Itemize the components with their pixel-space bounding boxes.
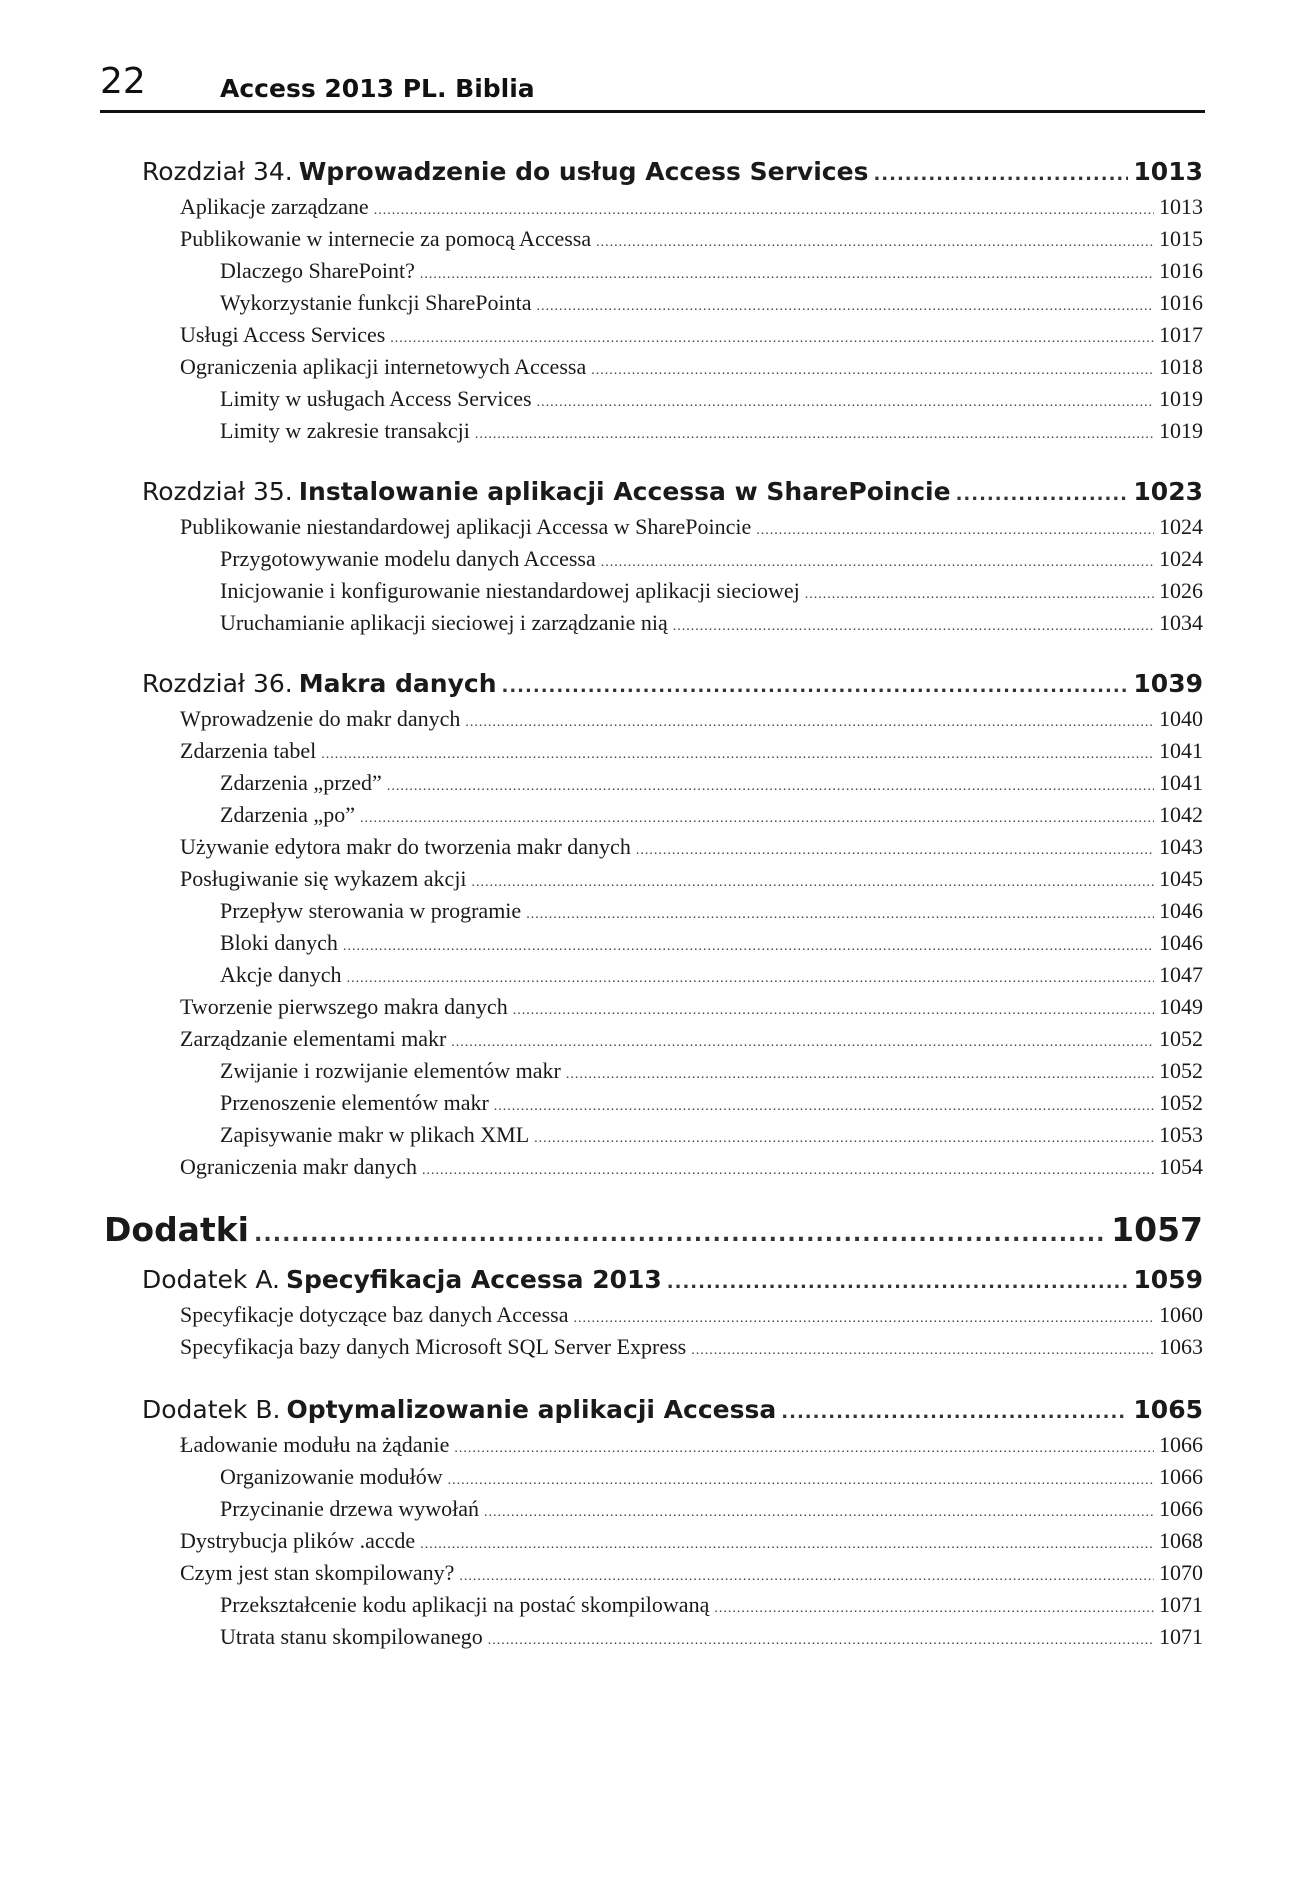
entry-title: Publikowanie w internecie za pomocą Accessa — [180, 226, 592, 251]
entry-title: Publikowanie niestandardowej aplikacji Accessa w SharePoincie — [180, 514, 752, 539]
toc-entry — [180, 992, 1203, 1022]
dot-leader — [805, 580, 1154, 610]
appendix-page: 1059 — [1133, 1265, 1203, 1294]
toc-entry — [220, 1622, 1203, 1652]
dot-leader — [502, 669, 1129, 705]
toc-entry — [180, 192, 1203, 222]
toc-chapter-35 — [142, 474, 1203, 510]
toc-entry — [180, 1300, 1203, 1330]
entry-page: 1019 — [1159, 386, 1203, 411]
toc-entry — [180, 864, 1203, 894]
entry-title: Specyfikacja bazy danych Microsoft SQL Server Express — [180, 1334, 687, 1359]
entry-title: Ładowanie modułu na żądanie — [180, 1432, 450, 1457]
toc-entry — [220, 960, 1203, 990]
toc-entry — [220, 768, 1203, 798]
toc-entry — [220, 1590, 1203, 1620]
part-title: Dodatki — [104, 1210, 249, 1249]
header-rule — [100, 110, 1205, 113]
entry-title: Wykorzystanie funkcji SharePointa — [220, 290, 532, 315]
dot-leader — [475, 420, 1154, 450]
dot-leader — [601, 548, 1154, 578]
toc-entry — [180, 1152, 1203, 1182]
dot-leader — [667, 1265, 1129, 1301]
chapter-prefix: Rozdział 34. — [142, 157, 293, 186]
entry-title: Przygotowywanie modelu danych Accessa — [220, 546, 596, 571]
dot-leader — [472, 868, 1154, 898]
toc-entry — [220, 544, 1203, 574]
entry-title: Zarządzanie elementami makr — [180, 1026, 447, 1051]
dot-leader — [573, 1304, 1154, 1334]
entry-page: 1016 — [1159, 290, 1203, 315]
toc-entry — [220, 1494, 1203, 1524]
dot-leader — [374, 196, 1154, 226]
entry-title: Przenoszenie elementów makr — [220, 1090, 489, 1115]
toc-entry — [220, 384, 1203, 414]
entry-page: 1041 — [1159, 738, 1203, 763]
entry-page: 1066 — [1159, 1432, 1203, 1457]
entry-page: 1063 — [1159, 1334, 1203, 1359]
dot-leader — [673, 612, 1154, 642]
entry-page: 1054 — [1159, 1154, 1203, 1179]
dot-leader — [956, 477, 1129, 513]
dot-leader — [873, 157, 1128, 193]
entry-title: Ograniczenia makr danych — [180, 1154, 417, 1179]
chapter-page: 1023 — [1133, 477, 1203, 506]
entry-page: 1046 — [1159, 930, 1203, 955]
dot-leader — [465, 708, 1154, 738]
dot-leader — [484, 1498, 1154, 1528]
toc-entry — [220, 800, 1203, 830]
dot-leader — [420, 260, 1154, 290]
toc-entry — [180, 224, 1203, 254]
entry-title: Ograniczenia aplikacji internetowych Accessa — [180, 354, 587, 379]
toc-entry — [180, 1430, 1203, 1460]
entry-page: 1068 — [1159, 1528, 1203, 1553]
entry-title: Zapisywanie makr w plikach XML — [220, 1122, 530, 1147]
dot-leader — [420, 1530, 1154, 1560]
dot-leader — [591, 356, 1154, 386]
entry-page: 1047 — [1159, 962, 1203, 987]
chapter-title: Makra danych — [298, 669, 497, 698]
entry-title: Wprowadzenie do makr danych — [180, 706, 461, 731]
entry-title: Zwijanie i rozwijanie elementów makr — [220, 1058, 561, 1083]
entry-title: Specyfikacje dotyczące baz danych Accessa — [180, 1302, 569, 1327]
entry-page: 1053 — [1159, 1122, 1203, 1147]
dot-leader — [536, 292, 1154, 322]
toc-entry — [180, 736, 1203, 766]
dot-leader — [494, 1092, 1154, 1122]
dot-leader — [756, 516, 1154, 546]
entry-page: 1024 — [1159, 546, 1203, 571]
dot-leader — [534, 1124, 1154, 1154]
entry-page: 1052 — [1159, 1058, 1203, 1083]
entry-page: 1070 — [1159, 1560, 1203, 1585]
toc-entry — [180, 1332, 1203, 1362]
toc-part — [104, 1206, 1203, 1254]
entry-title: Używanie edytora makr do tworzenia makr danych — [180, 834, 631, 859]
toc-entry — [220, 576, 1203, 606]
entry-title: Inicjowanie i konfigurowanie niestandardowej aplikacji sieciowej — [220, 578, 800, 603]
toc-entry — [220, 288, 1203, 318]
entry-page: 1017 — [1159, 322, 1203, 347]
chapter-title: Wprowadzenie do usług Access Services — [298, 157, 869, 186]
entry-title: Utrata stanu skompilowanego — [220, 1624, 483, 1649]
entry-page: 1060 — [1159, 1302, 1203, 1327]
toc-entry — [220, 608, 1203, 638]
toc-entry — [180, 1024, 1203, 1054]
dot-leader — [390, 324, 1154, 354]
entry-title: Dlaczego SharePoint? — [220, 258, 415, 283]
dot-leader — [454, 1434, 1154, 1464]
dot-leader — [596, 228, 1154, 258]
toc-chapter-34 — [142, 154, 1203, 190]
entry-page: 1019 — [1159, 418, 1203, 443]
entry-page: 1049 — [1159, 994, 1203, 1019]
appendix-title: Specyfikacja Accessa 2013 — [285, 1265, 662, 1294]
entry-page: 1024 — [1159, 514, 1203, 539]
entry-page: 1018 — [1159, 354, 1203, 379]
entry-title: Tworzenie pierwszego makra danych — [180, 994, 508, 1019]
entry-page: 1041 — [1159, 770, 1203, 795]
toc-entry — [180, 1558, 1203, 1588]
chapter-title: Instalowanie aplikacji Accessa w SharePoincie — [298, 477, 951, 506]
entry-title: Bloki danych — [220, 930, 338, 955]
dot-leader — [343, 932, 1154, 962]
toc-appendix-b — [142, 1392, 1203, 1428]
chapter-page: 1039 — [1133, 669, 1203, 698]
entry-page: 1026 — [1159, 578, 1203, 603]
dot-leader — [636, 836, 1154, 866]
toc-entry — [180, 1526, 1203, 1556]
entry-page: 1043 — [1159, 834, 1203, 859]
dot-leader — [387, 772, 1154, 802]
entry-title: Zdarzenia „po” — [220, 802, 355, 827]
entry-page: 1042 — [1159, 802, 1203, 827]
dot-leader — [360, 804, 1154, 834]
entry-page: 1052 — [1159, 1026, 1203, 1051]
entry-page: 1066 — [1159, 1496, 1203, 1521]
entry-title: Zdarzenia tabel — [180, 738, 317, 763]
entry-page: 1034 — [1159, 610, 1203, 635]
toc-entry — [220, 1088, 1203, 1118]
part-page: 1057 — [1111, 1210, 1203, 1249]
entry-title: Aplikacje zarządzane — [180, 194, 369, 219]
page-number: 22 — [100, 61, 146, 102]
toc-entry — [180, 704, 1203, 734]
dot-leader — [691, 1336, 1154, 1366]
toc-entry — [220, 896, 1203, 926]
entry-page: 1013 — [1159, 194, 1203, 219]
toc-entry — [180, 832, 1203, 862]
dot-leader — [448, 1466, 1154, 1496]
entry-page: 1052 — [1159, 1090, 1203, 1115]
chapter-prefix: Rozdział 36. — [142, 669, 293, 698]
appendix-prefix: Dodatek A. — [142, 1265, 280, 1294]
dot-leader — [781, 1395, 1128, 1431]
toc-entry — [220, 1462, 1203, 1492]
appendix-title: Optymalizowanie aplikacji Accessa — [286, 1395, 777, 1424]
entry-title: Posługiwanie się wykazem akcji — [180, 866, 467, 891]
dot-leader — [422, 1156, 1154, 1186]
chapter-prefix: Rozdział 35. — [142, 477, 293, 506]
entry-title: Usługi Access Services — [180, 322, 386, 347]
dot-leader — [347, 964, 1154, 994]
toc-entry — [220, 256, 1203, 286]
dot-leader — [714, 1594, 1154, 1624]
dot-leader — [488, 1626, 1154, 1656]
toc-entry — [220, 1120, 1203, 1150]
entry-title: Uruchamianie aplikacji sieciowej i zarządzanie nią — [220, 610, 668, 635]
dot-leader — [254, 1211, 1106, 1259]
dot-leader — [537, 388, 1154, 418]
entry-page: 1071 — [1159, 1592, 1203, 1617]
toc-chapter-36 — [142, 666, 1203, 702]
entry-page: 1016 — [1159, 258, 1203, 283]
entry-title: Organizowanie modułów — [220, 1464, 443, 1489]
entry-title: Przekształcenie kodu aplikacji na postać skompilowaną — [220, 1592, 710, 1617]
toc-entry — [220, 928, 1203, 958]
dot-leader — [566, 1060, 1154, 1090]
entry-title: Akcje danych — [220, 962, 342, 987]
dot-leader — [526, 900, 1154, 930]
toc-appendix-a — [142, 1262, 1203, 1298]
entry-title: Przycinanie drzewa wywołań — [220, 1496, 480, 1521]
entry-title: Czym jest stan skompilowany? — [180, 1560, 455, 1585]
entry-title: Limity w zakresie transakcji — [220, 418, 470, 443]
entry-page: 1046 — [1159, 898, 1203, 923]
entry-page: 1066 — [1159, 1464, 1203, 1489]
dot-leader — [459, 1562, 1154, 1592]
entry-page: 1040 — [1159, 706, 1203, 731]
toc-entry — [180, 352, 1203, 382]
toc-entry — [220, 416, 1203, 446]
dot-leader — [513, 996, 1154, 1026]
chapter-page: 1013 — [1133, 157, 1203, 186]
entry-title: Limity w usługach Access Services — [220, 386, 532, 411]
entry-page: 1015 — [1159, 226, 1203, 251]
entry-page: 1045 — [1159, 866, 1203, 891]
toc-entry — [180, 512, 1203, 542]
book-title: Access 2013 PL. Biblia — [220, 74, 535, 103]
entry-title: Przepływ sterowania w programie — [220, 898, 522, 923]
dot-leader — [321, 740, 1154, 770]
entry-title: Dystrybucja plików .accde — [180, 1528, 416, 1553]
running-header — [100, 62, 1205, 114]
appendix-prefix: Dodatek B. — [142, 1395, 281, 1424]
entry-title: Zdarzenia „przed” — [220, 770, 382, 795]
dot-leader — [451, 1028, 1154, 1058]
appendix-page: 1065 — [1133, 1395, 1203, 1424]
entry-page: 1071 — [1159, 1624, 1203, 1649]
toc-entry — [180, 320, 1203, 350]
toc-entry — [220, 1056, 1203, 1086]
